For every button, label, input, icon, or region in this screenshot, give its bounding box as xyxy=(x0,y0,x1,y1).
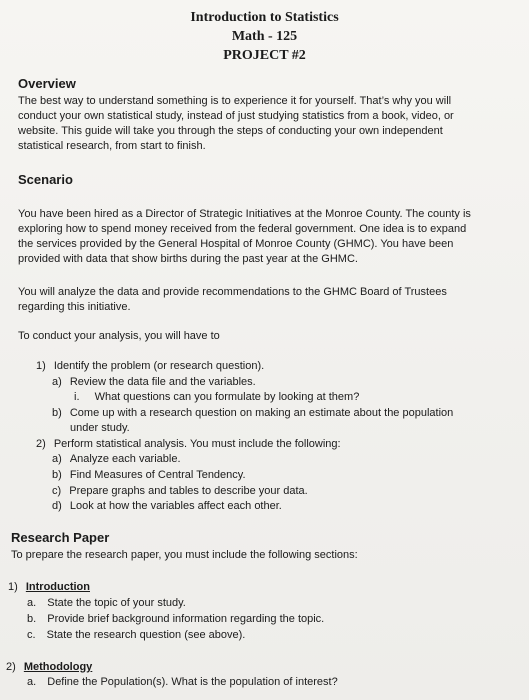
step-number: c) xyxy=(52,485,62,497)
step-text: Review the data file and the variables. xyxy=(69,376,256,388)
scenario-heading: Scenario xyxy=(18,172,73,187)
step-number: b) xyxy=(52,407,62,419)
step-1 xyxy=(36,359,264,374)
section-1-introduction xyxy=(8,580,90,595)
step-text: Prepare graphs and tables to describe your data. xyxy=(69,485,308,497)
step-2d xyxy=(52,499,282,514)
project-number: PROJECT #2 xyxy=(223,48,306,63)
step-1b-continued: under study. xyxy=(70,422,130,434)
section-1-item-c xyxy=(27,628,245,643)
scenario-paragraph-2 xyxy=(18,285,523,315)
overview-paragraph xyxy=(18,94,523,154)
step-2b xyxy=(52,468,246,483)
step-number: a) xyxy=(52,376,62,388)
overview-line: website. This guide will take you through the steps of conducting your own independent xyxy=(18,125,443,137)
overview-line: The best way to understand something is to experience it for yourself. That’s why you will xyxy=(18,95,452,107)
section-1-item-b xyxy=(27,612,324,627)
section-number: 2) xyxy=(6,661,16,673)
scenario-line: You have been hired as a Director of Strategic Initiatives at the Monroe County. The county is xyxy=(18,208,471,220)
item-letter: c. xyxy=(27,629,36,641)
step-number: i. xyxy=(74,391,80,403)
overview-line: statistical research, from start to finish. xyxy=(18,140,206,152)
scenario-line: You will analyze the data and provide recommendations to the GHMC Board of Trustees xyxy=(18,286,447,298)
overview-line: conduct your own statistical study, instead of just studying statistics from a book, video, or xyxy=(18,110,454,122)
scenario-paragraph-3: To conduct your analysis, you will have to xyxy=(18,330,220,342)
step-text: Come up with a research question on making an estimate about the population xyxy=(69,407,454,419)
course-code: Math - 125 xyxy=(231,29,298,44)
step-text: Identify the problem (or research question). xyxy=(53,360,265,372)
step-1b xyxy=(52,406,453,421)
research-paper-intro: To prepare the research paper, you must include the following sections: xyxy=(11,549,358,561)
step-number: 2) xyxy=(36,438,46,450)
item-text: Define the Population(s). What is the population of interest? xyxy=(47,676,338,688)
step-number: b) xyxy=(52,469,62,481)
step-text: Perform statistical analysis. You must include the following: xyxy=(53,438,341,450)
step-text: Find Measures of Central Tendency. xyxy=(69,469,246,481)
step-2a xyxy=(52,452,181,467)
step-1a xyxy=(52,375,256,390)
section-2-methodology xyxy=(6,660,92,675)
item-text: State the topic of your study. xyxy=(47,597,186,609)
section-number: 1) xyxy=(8,581,18,593)
step-number: 1) xyxy=(36,360,46,372)
item-letter: b. xyxy=(27,613,37,625)
step-2c xyxy=(52,484,308,499)
item-text: Provide brief background information regarding the topic. xyxy=(47,613,325,625)
overview-heading: Overview xyxy=(18,76,76,91)
scenario-line: the services provided by the General Hospital of Monroe County (GHMC). You have been xyxy=(18,238,454,250)
step-text: Look at how the variables affect each other. xyxy=(69,500,282,512)
step-1a-i xyxy=(74,390,359,405)
document-header xyxy=(0,8,529,65)
scenario-line: provided with data that show births during the past year at the GHMC. xyxy=(18,253,358,265)
course-title: Introduction to Statistics xyxy=(190,10,339,25)
section-2-item-a xyxy=(27,675,338,690)
step-text: Analyze each variable. xyxy=(69,453,181,465)
step-2 xyxy=(36,437,341,452)
step-text: What questions can you formulate by looking at them? xyxy=(94,391,360,403)
item-letter: a. xyxy=(27,676,37,688)
item-text: State the research question (see above). xyxy=(46,629,246,641)
research-paper-heading: Research Paper xyxy=(11,530,110,545)
section-1-item-a xyxy=(27,596,186,611)
scenario-line: exploring how to spend money received from the federal government. One idea is to expand xyxy=(18,223,467,235)
section-title: Methodology xyxy=(23,661,93,673)
step-number: a) xyxy=(52,453,62,465)
scenario-paragraph-1 xyxy=(18,207,523,267)
section-title: Introduction xyxy=(25,581,90,593)
scenario-line: regarding this initiative. xyxy=(18,301,131,313)
step-number: d) xyxy=(52,500,62,512)
item-letter: a. xyxy=(27,597,37,609)
